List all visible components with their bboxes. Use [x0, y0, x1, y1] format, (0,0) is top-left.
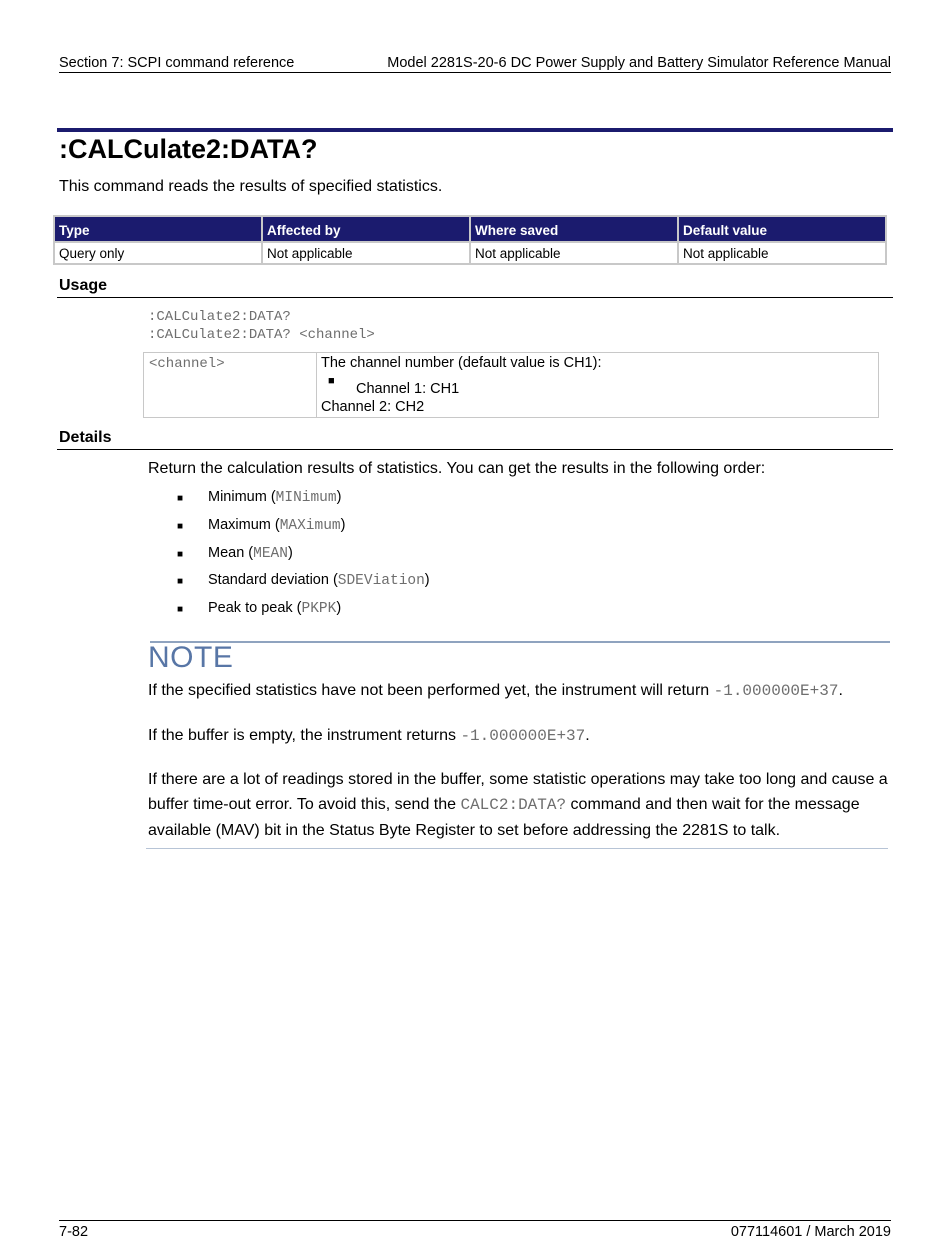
list-item-code: MINimum [275, 490, 337, 506]
value-where-saved: Not applicable [471, 243, 677, 263]
list-item-code: MEAN [253, 546, 288, 562]
list-item-label: Peak to peak ( [208, 600, 302, 616]
list-item-minimum [208, 489, 341, 506]
note-paragraph-3 [148, 767, 890, 843]
note-title: NOTE [148, 641, 234, 674]
note-text: If the buffer is empty, the instrument returns [148, 727, 461, 744]
list-item-close: ) [336, 489, 342, 505]
note-text: If the specified statistics have not been performed yet, the instrument will return [148, 682, 714, 699]
note-paragraph-1 [148, 678, 890, 704]
header-affected-by: Affected by [263, 217, 469, 241]
note-text-end: . [585, 727, 590, 744]
bullet-icon: ■ [177, 576, 184, 587]
list-item-code: MAXimum [279, 518, 341, 534]
list-item-close: ) [340, 517, 346, 533]
value-default-value: Not applicable [679, 243, 885, 263]
list-item-standard-deviation [208, 572, 430, 589]
details-intro: Return the calculation results of statistics. You can get the results in the following order: [148, 460, 766, 477]
running-header-section: Section 7: SCPI command reference [59, 55, 295, 71]
list-item-mean [208, 545, 293, 562]
note-text-end: command and then wait for the message available (MAV) bit in the Status Byte Register to set before addressing the 2281S to talk. [148, 796, 860, 839]
bullet-icon: ■ [177, 549, 184, 560]
list-item-maximum [208, 517, 345, 534]
note-code: CALC2:DATA? [460, 796, 567, 814]
note-text: If there are a lot of readings stored in the buffer, some statistic operations may take too long and cause a buffer time-out error. To avoid this, send the [148, 771, 888, 813]
attributes-value-row [55, 243, 885, 263]
command-attributes-table [53, 215, 887, 265]
bullet-icon: ■ [177, 604, 184, 615]
list-item-label: Maximum ( [208, 517, 280, 533]
header-where-saved: Where saved [471, 217, 677, 241]
bullet-icon: ■ [177, 493, 184, 504]
page-number: 7-82 [59, 1224, 89, 1240]
header-default-value: Default value [679, 217, 885, 241]
details-rule [57, 449, 893, 450]
title-bar [57, 128, 893, 132]
note-code: -1.000000E+37 [460, 727, 586, 745]
list-item-label: Mean ( [208, 545, 254, 561]
command-intro: This command reads the results of specified statistics. [59, 178, 443, 195]
list-item-close: ) [424, 572, 430, 588]
note-code: -1.000000E+37 [713, 682, 839, 700]
parameter-name: <channel> [149, 356, 225, 372]
command-title: :CALCulate2:DATA? [59, 134, 318, 164]
header-rule [59, 72, 891, 73]
usage-rule [57, 297, 893, 298]
bullet-icon: ■ [177, 521, 184, 532]
parameter-bullet-icon: ■ [328, 375, 335, 387]
value-type: Query only [55, 243, 261, 263]
usage-syntax-line-1: :CALCulate2:DATA? [148, 309, 291, 325]
list-item-label: Standard deviation ( [208, 572, 338, 588]
list-item-label: Minimum ( [208, 489, 276, 505]
list-item-close: ) [336, 600, 342, 616]
note-bottom-rule [146, 848, 888, 849]
parameter-option-channel-1: Channel 1: CH1 [356, 381, 460, 397]
list-item-close: ) [287, 545, 293, 561]
list-item-code: SDEViation [337, 573, 425, 589]
running-header-manual-title: Model 2281S-20-6 DC Power Supply and Battery Simulator Reference Manual [387, 55, 891, 71]
parameter-table [143, 352, 879, 418]
footer-rule [59, 1220, 891, 1221]
value-affected-by: Not applicable [263, 243, 469, 263]
usage-heading: Usage [59, 277, 108, 294]
details-heading: Details [59, 429, 112, 446]
note-top-rule [150, 641, 890, 643]
parameter-description: The channel number (default value is CH1): [321, 355, 602, 371]
attributes-header-row [55, 217, 885, 241]
list-item-peak-to-peak [208, 600, 341, 617]
document-id-date: 077114601 / March 2019 [730, 1224, 891, 1240]
list-item-code: PKPK [301, 601, 337, 617]
parameter-table-divider [316, 353, 317, 417]
note-text-end: . [838, 682, 843, 699]
header-type: Type [55, 217, 261, 241]
parameter-option-channel-2: Channel 2: CH2 [321, 399, 425, 415]
usage-syntax-line-2: :CALCulate2:DATA? <channel> [148, 327, 375, 343]
note-paragraph-2 [148, 723, 890, 749]
